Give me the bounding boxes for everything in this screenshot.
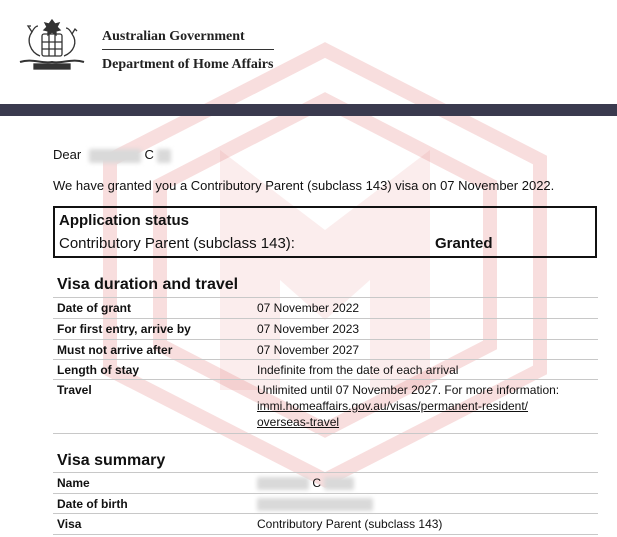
status-visa-label: Contributory Parent (subclass 143): bbox=[59, 235, 295, 252]
row-value: 07 November 2023 bbox=[257, 322, 360, 336]
row-value: Indefinite from the date of each arrival bbox=[257, 363, 459, 377]
travel-info-link[interactable]: immi.homeaffairs.gov.au/visas/permanent-resident/ bbox=[257, 399, 529, 413]
grant-statement: We have granted you a Contributory Parent (subclass 143) visa on 07 November 2022. bbox=[53, 178, 555, 193]
redacted-date-of-birth bbox=[257, 498, 373, 511]
row-label: Date of birth bbox=[57, 497, 128, 511]
row-divider bbox=[53, 472, 598, 473]
name-initial: C bbox=[144, 147, 154, 162]
coat-of-arms-icon bbox=[12, 12, 92, 74]
summary-section-title: Visa summary bbox=[57, 452, 166, 469]
redacted-name bbox=[157, 149, 171, 163]
travel-value bbox=[257, 382, 559, 430]
header-divider bbox=[102, 49, 274, 50]
row-divider bbox=[53, 493, 598, 494]
redacted-name bbox=[257, 477, 309, 490]
row-label: Name bbox=[57, 476, 90, 490]
government-name: Australian Government bbox=[102, 29, 245, 44]
row-value: 07 November 2022 bbox=[257, 301, 360, 315]
row-value: 07 November 2027 bbox=[257, 343, 360, 357]
row-divider bbox=[53, 318, 598, 319]
row-divider bbox=[53, 379, 598, 380]
row-divider bbox=[53, 433, 598, 434]
header-band bbox=[0, 104, 617, 116]
travel-text: Unlimited until 07 November 2027. For more information: bbox=[257, 383, 560, 397]
travel-info-link-continued[interactable]: overseas-travel bbox=[257, 415, 340, 429]
row-label: Length of stay bbox=[57, 363, 140, 377]
row-value bbox=[257, 475, 354, 491]
duration-section-title: Visa duration and travel bbox=[57, 276, 239, 293]
row-value: Contributory Parent (subclass 143) bbox=[257, 517, 443, 531]
row-value bbox=[257, 496, 373, 512]
row-divider bbox=[53, 339, 598, 340]
department-name: Department of Home Affairs bbox=[102, 57, 274, 72]
redacted-name bbox=[324, 477, 354, 490]
row-divider bbox=[53, 534, 598, 535]
redacted-name bbox=[89, 149, 141, 163]
row-divider bbox=[53, 297, 598, 298]
row-divider bbox=[53, 359, 598, 360]
salutation-word: Dear bbox=[53, 147, 82, 162]
row-divider bbox=[53, 513, 598, 514]
status-title: Application status bbox=[59, 212, 190, 229]
row-label: Must not arrive after bbox=[57, 343, 173, 357]
application-status-box bbox=[53, 206, 597, 258]
row-label: Date of grant bbox=[57, 301, 132, 315]
row-label: Travel bbox=[57, 383, 92, 397]
salutation bbox=[53, 147, 171, 163]
status-value: Granted bbox=[435, 235, 493, 252]
name-value: C bbox=[312, 476, 322, 490]
row-label: Visa bbox=[57, 517, 82, 531]
row-label: For first entry, arrive by bbox=[57, 322, 191, 336]
